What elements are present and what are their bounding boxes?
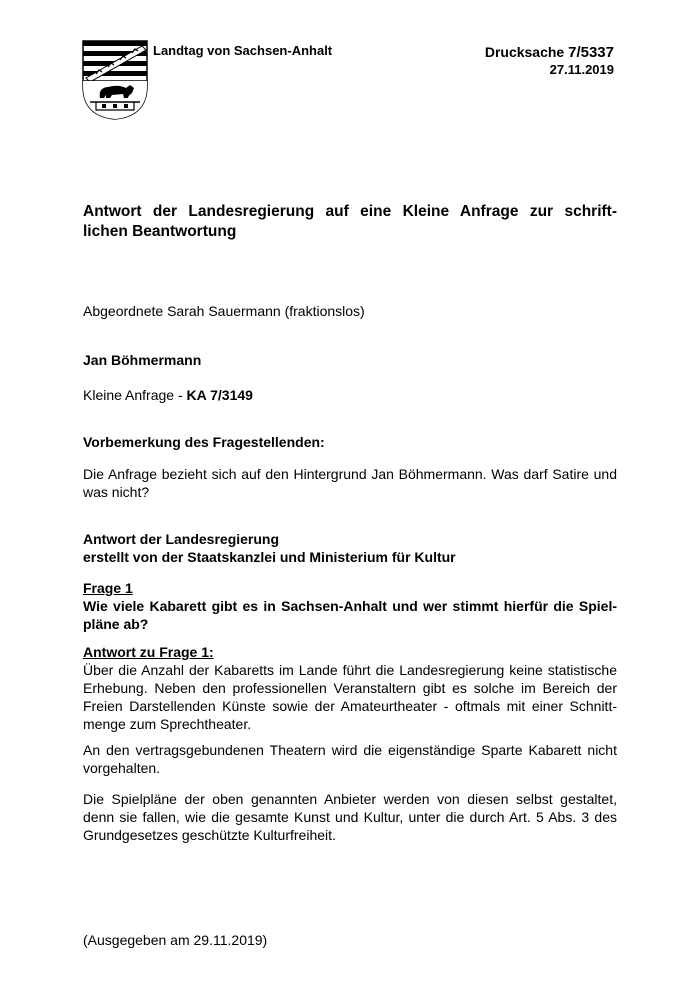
drucksache-label-text: Drucksache	[484, 44, 565, 60]
vorbemerkung-line-1: Die Anfrage bezieht sich auf den Hintergrund Jan Böhmermann. Was darf Satire und	[83, 466, 617, 482]
title-line-2: lichen Beantwortung	[83, 223, 237, 240]
antwort-header	[83, 530, 617, 566]
ausgabe-datum: (Ausgegeben am 29.11.2019)	[83, 932, 268, 948]
frage-1-line-1: Wie viele Kabarett gibt es in Sachsen-Anhalt und wer stimmt hierfür die Spiel-	[83, 598, 617, 614]
frage-1-label: Frage 1	[83, 580, 133, 596]
coat-of-arms-icon	[82, 40, 148, 120]
antwort-1-p2-line-1: An den vertragsgebundenen Theatern wird die eigenständige Sparte Kabarett nicht	[83, 742, 617, 758]
antwort-1-label: Antwort zu Frage 1:	[83, 644, 214, 660]
drucksache-label	[485, 44, 614, 61]
antwort-1-p3-line-3: Grundgesetzes geschützte Kulturfreiheit.	[83, 827, 336, 843]
kleine-anfrage-number: KA 7/3149	[186, 387, 253, 403]
kleine-anfrage-prefix: Kleine Anfrage -	[83, 387, 187, 403]
drucksache-number: 7/5337	[568, 44, 614, 61]
subject: Jan Böhmermann	[83, 352, 202, 368]
antwort-1-paragraph-3	[83, 790, 617, 844]
document-date: 27.11.2019	[549, 62, 614, 77]
antwort-1-p2-line-2: vorgehalten.	[83, 760, 161, 776]
antwort-1-p3-line-2: denn sie fallen, wie die gesamte Kunst und Kultur, unter die durch Art. 5 Abs. 3 des	[83, 809, 617, 825]
antwort-1-paragraph-2	[83, 741, 617, 777]
vorbemerkung-line-2: was nicht?	[83, 484, 150, 500]
title-line-1: Antwort der Landesregierung auf eine Kleine Anfrage zur schrift-	[83, 203, 617, 220]
antwort-1-p1-line-4: menge zum Sprechtheater.	[83, 716, 252, 732]
frage-1-line-2: pläne ab?	[83, 616, 149, 632]
antwort-1-p1-line-3: Freien Darstellenden Künste sowie der Amateurtheater - oftmals mit einer Schnitt-	[83, 698, 617, 714]
author: Abgeordnete Sarah Sauermann (fraktionslos)	[83, 303, 365, 319]
antwort-1-p1-line-2: Erhebung. Neben den professionellen Veranstaltern gibt es solche im Bereich der	[83, 680, 617, 696]
kleine-anfrage	[83, 386, 617, 404]
antwort-1	[83, 643, 617, 733]
antwort-1-p1-line-1: Über die Anzahl der Kabaretts im Lande führt die Landesregierung keine statistische	[83, 662, 617, 678]
organization-name: Landtag von Sachsen-Anhalt	[153, 43, 333, 58]
vorbemerkung-heading: Vorbemerkung des Fragestellenden:	[83, 434, 325, 450]
vorbemerkung-text	[83, 465, 617, 501]
antwort-header-line-2: erstellt von der Staatskanzlei und Ministerium für Kultur	[83, 549, 456, 565]
antwort-header-line-1: Antwort der Landesregierung	[83, 531, 280, 547]
document-title	[83, 202, 617, 242]
frage-1	[83, 579, 617, 633]
antwort-1-p3-line-1: Die Spielpläne der oben genannten Anbieter werden von diesen selbst gestaltet,	[83, 791, 617, 807]
